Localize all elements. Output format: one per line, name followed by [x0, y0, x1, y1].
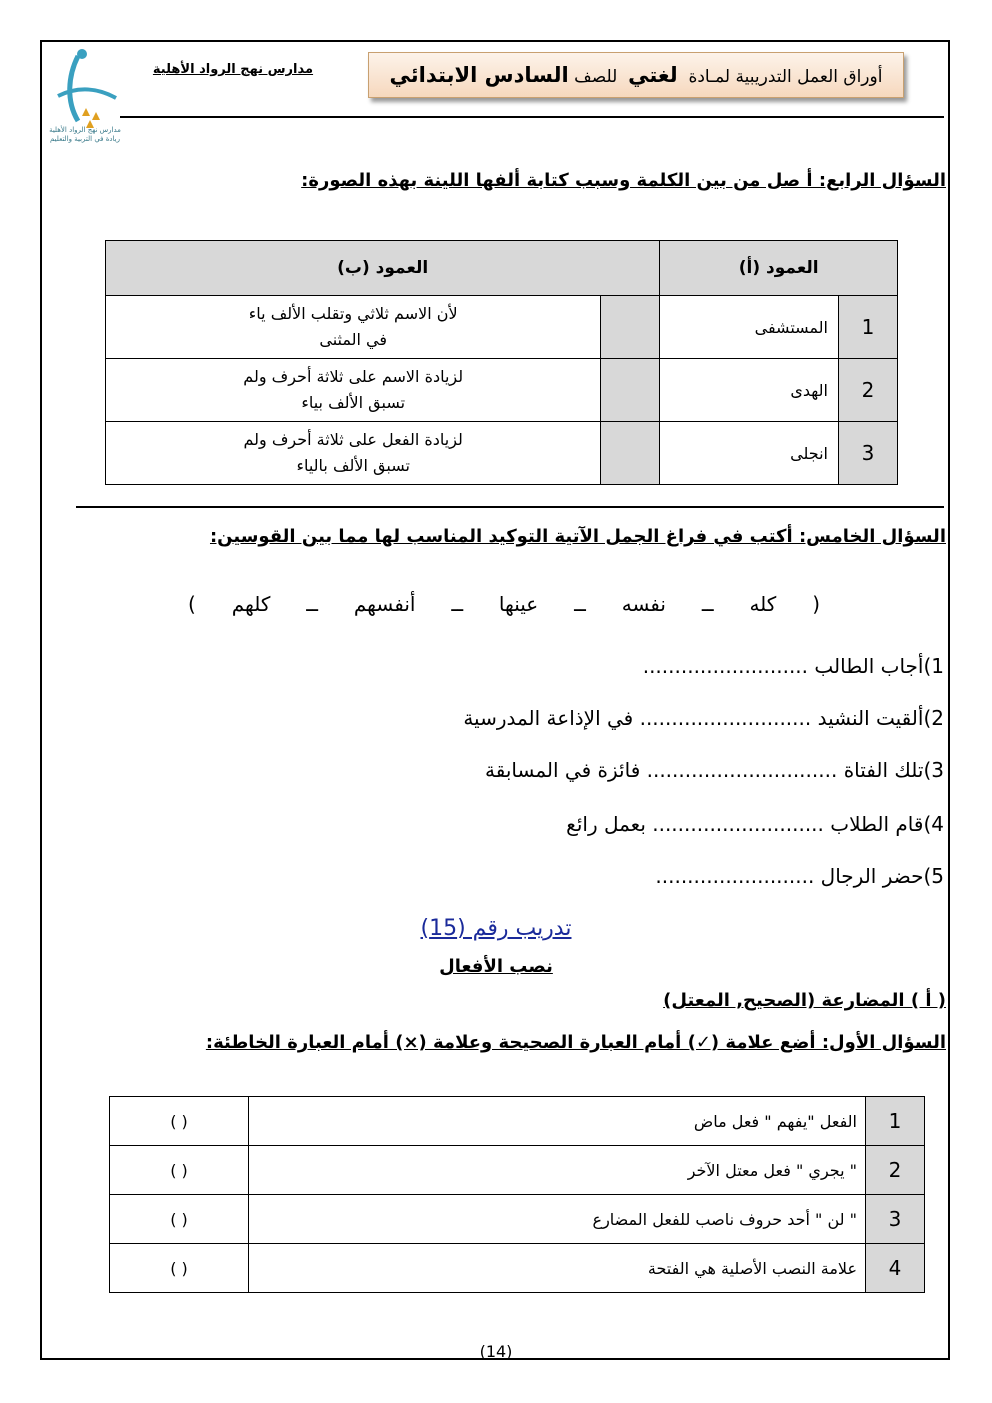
- q4-reason-line-1: لزيادة الاسم على ثلاثة أحرف ولم: [243, 367, 464, 386]
- training-subtitle: نصب الأفعال: [439, 956, 553, 977]
- q5-choices: [188, 592, 820, 616]
- q4-reason: [106, 296, 601, 359]
- header-divider: [120, 116, 944, 118]
- q4-word: المستشفى: [660, 296, 839, 359]
- statement: علامة النصب الأصلية هي الفتحة: [249, 1244, 866, 1293]
- statement: " لن " أحد حروف ناصب للفعل المضارع: [249, 1195, 866, 1244]
- statement: " يجري " فعل معتل الآخر: [249, 1146, 866, 1195]
- choice-separator: ــ: [574, 592, 586, 616]
- choice-separator: ــ: [306, 592, 318, 616]
- q4-reason: [106, 422, 601, 485]
- logo-caption-line-2: ريادة في التربية والتعليم: [49, 135, 120, 143]
- q5-heading: السؤال الخامس: أكتب في فراغ الجمل الآتية التوكيد المناسب لها مما بين القوسين:: [209, 526, 946, 547]
- choice-separator: ــ: [451, 592, 464, 616]
- q4-word: انجلى: [660, 422, 839, 485]
- row-number: 3: [866, 1195, 925, 1244]
- section-label: ( أ ) المضارعة (الصحيح, المعتل): [663, 990, 946, 1011]
- q4-reason-line-1: لأن الاسم ثلاثي وتقلب الألف ياء: [248, 304, 458, 323]
- q4-answer-cell[interactable]: [601, 296, 660, 359]
- q4-reason-line-2: تسبق الألف بياء: [301, 393, 406, 412]
- q4-heading: السؤال الرابع: أ صل من بين الكلمة وسبب كتابة ألفها اللينة بهذه الصورة:: [301, 170, 946, 191]
- table-row: [110, 1097, 925, 1146]
- q4-answer-cell[interactable]: [601, 359, 660, 422]
- q5-sentence-1: 1)أجاب الطالب ..........................: [642, 654, 944, 678]
- table-row: [110, 1146, 925, 1195]
- q4-matching-table: [105, 240, 898, 485]
- row-number: 1: [866, 1097, 925, 1146]
- q1-heading: السؤال الأول: أضع علامة (✓) أمام العبارة الصحيحة وعلامة (×) أمام العبارة الخاطئة:: [205, 1032, 946, 1053]
- table-row: [106, 359, 898, 422]
- open-paren: (: [812, 592, 820, 616]
- answer-blank[interactable]: ( ): [110, 1097, 249, 1146]
- training-title: [0, 916, 992, 941]
- q4-reason: [106, 359, 601, 422]
- section-divider: [76, 506, 944, 508]
- q4-word: الهدى: [660, 359, 839, 422]
- choice-word: أنفسهم: [353, 592, 416, 616]
- q4-reason-line-2: تسبق الألف بالياء: [296, 456, 410, 475]
- page-number: (14): [479, 1342, 513, 1361]
- q4-reason-line-2: في المثنى: [319, 330, 388, 349]
- table-row: [110, 1195, 925, 1244]
- q4-reason-line-1: لزيادة الفعل على ثلاثة أحرف ولم: [243, 430, 463, 449]
- row-number: 4: [866, 1244, 925, 1293]
- close-paren: ): [188, 592, 196, 616]
- row-number: 2: [866, 1146, 925, 1195]
- title-part-1: أوراق العمل التدريبية لمـادة: [688, 67, 883, 87]
- q5-sentence-5: 5)حضر الرجال .........................: [655, 864, 944, 888]
- table-row: [106, 296, 898, 359]
- answer-blank[interactable]: ( ): [110, 1146, 249, 1195]
- worksheet-title: [368, 52, 904, 98]
- table-row: [106, 422, 898, 485]
- logo-caption: [40, 126, 130, 144]
- answer-blank[interactable]: ( ): [110, 1244, 249, 1293]
- choice-word: كلهم: [231, 592, 271, 616]
- training-title-text: تدريب رقم (15): [420, 916, 572, 941]
- row-number: 2: [839, 359, 898, 422]
- choice-word: عينها: [498, 592, 539, 616]
- title-grade: السادس الابتدائي: [389, 63, 569, 87]
- q5-sentence-4: 4)قام الطلاب ........................... بعمل رائع: [566, 812, 944, 836]
- q5-sentence-3: 3)تلك الفتاة .............................. فائزة في المسابقة: [485, 758, 944, 782]
- statement: الفعل "يفهم " فعل ماض: [249, 1097, 866, 1146]
- title-part-2: للصف: [574, 67, 618, 87]
- choice-word: كله: [749, 592, 777, 616]
- title-subject: لغتي: [628, 63, 678, 87]
- table-row: [110, 1244, 925, 1293]
- q1-true-false-table: [109, 1096, 925, 1293]
- choice-word: نفسه: [621, 592, 666, 616]
- row-number: 1: [839, 296, 898, 359]
- q4-answer-cell[interactable]: [601, 422, 660, 485]
- q5-sentence-2: 2)ألقيت النشيد ........................... في الإذاعة المدرسية: [463, 706, 944, 730]
- logo-caption-line-1: مدارس نهج الرواد الأهلية: [49, 126, 121, 134]
- answer-blank[interactable]: ( ): [110, 1195, 249, 1244]
- row-number: 3: [839, 422, 898, 485]
- choice-separator: ــ: [701, 592, 714, 616]
- q4-col-b-header: العمود (ب): [106, 241, 660, 296]
- q4-col-a-header: العمود (أ): [660, 241, 898, 296]
- school-name: مدارس نهج الرواد الأهلية: [152, 62, 314, 77]
